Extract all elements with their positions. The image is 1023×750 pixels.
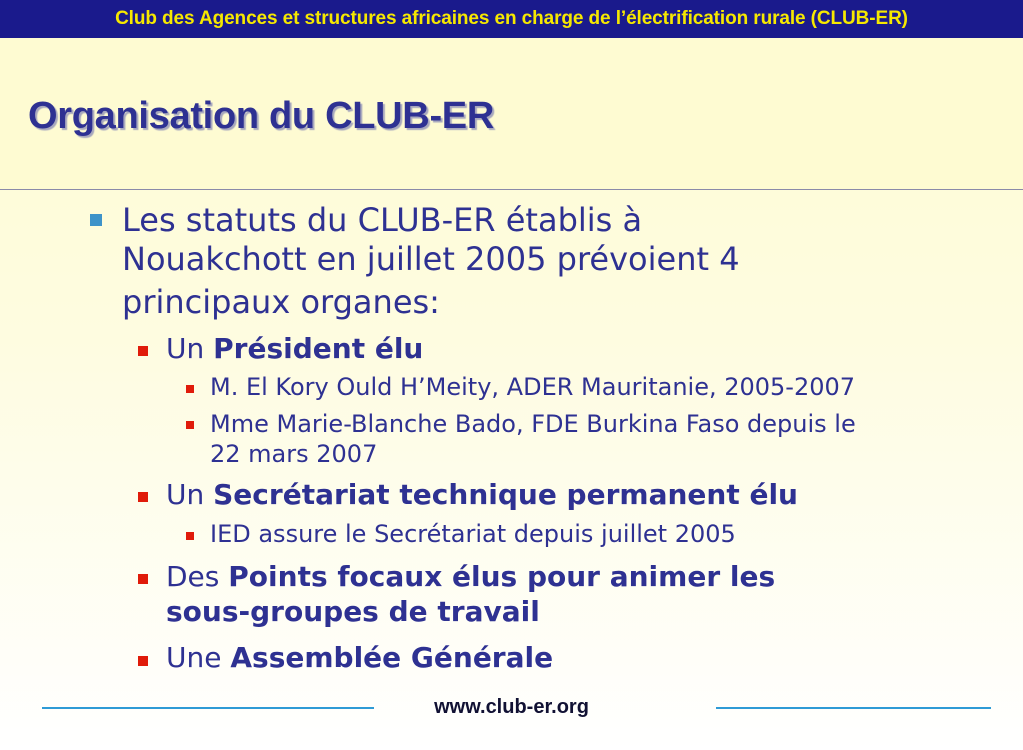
organ-secretariat (166, 477, 1006, 512)
organ-assembly (166, 640, 1006, 675)
footer-url: www.club-er.org (434, 696, 589, 718)
intro-line-3: principaux organes: (122, 283, 440, 321)
president-detail-3: 22 mars 2007 (210, 440, 378, 468)
intro-line-2: Nouakchott en juillet 2005 prévoient 4 (122, 240, 740, 278)
president-detail-1: M. El Kory Ould H’Meity, ADER Mauritanie, 2005-2007 (210, 373, 856, 401)
organ-prefix: Un (166, 478, 214, 511)
organ-president (166, 331, 1006, 366)
bullet-square-icon (186, 421, 194, 429)
bullet-square-icon (138, 492, 148, 502)
bullet-square-icon (138, 656, 148, 666)
organ-name: Secrétariat technique permanent élu (213, 478, 798, 511)
bullet-square-icon (138, 346, 148, 356)
bullet-square-icon (138, 574, 148, 584)
president-detail-2: Mme Marie-Blanche Bado, FDE Burkina Faso depuis le (210, 410, 856, 438)
organ-name: Assemblée Générale (230, 641, 554, 674)
organ-focal-points (166, 559, 1006, 594)
organ-name: Président élu (213, 332, 424, 365)
slide-title: Organisation du CLUB-ER (28, 95, 494, 137)
organ-prefix: Des (166, 560, 229, 593)
banner-text: Club des Agences et structures africaines en charge de l’électrification rurale (CLUB-ER) (115, 8, 908, 29)
intro-line-1: Les statuts du CLUB-ER établis à (122, 201, 643, 239)
organ-name: Points focaux élus pour animer les (228, 560, 776, 593)
organ-prefix: Un (166, 332, 214, 365)
bullet-square-icon (90, 214, 102, 226)
organ-name-continued: sous-groupes de travail (166, 595, 540, 628)
bullet-square-icon (186, 532, 194, 540)
organ-prefix: Une (166, 641, 231, 674)
secretariat-detail-1: IED assure le Secrétariat depuis juillet 2005 (210, 520, 736, 548)
bullet-square-icon (186, 385, 194, 393)
organ-focal-points-line-2 (166, 594, 1006, 629)
